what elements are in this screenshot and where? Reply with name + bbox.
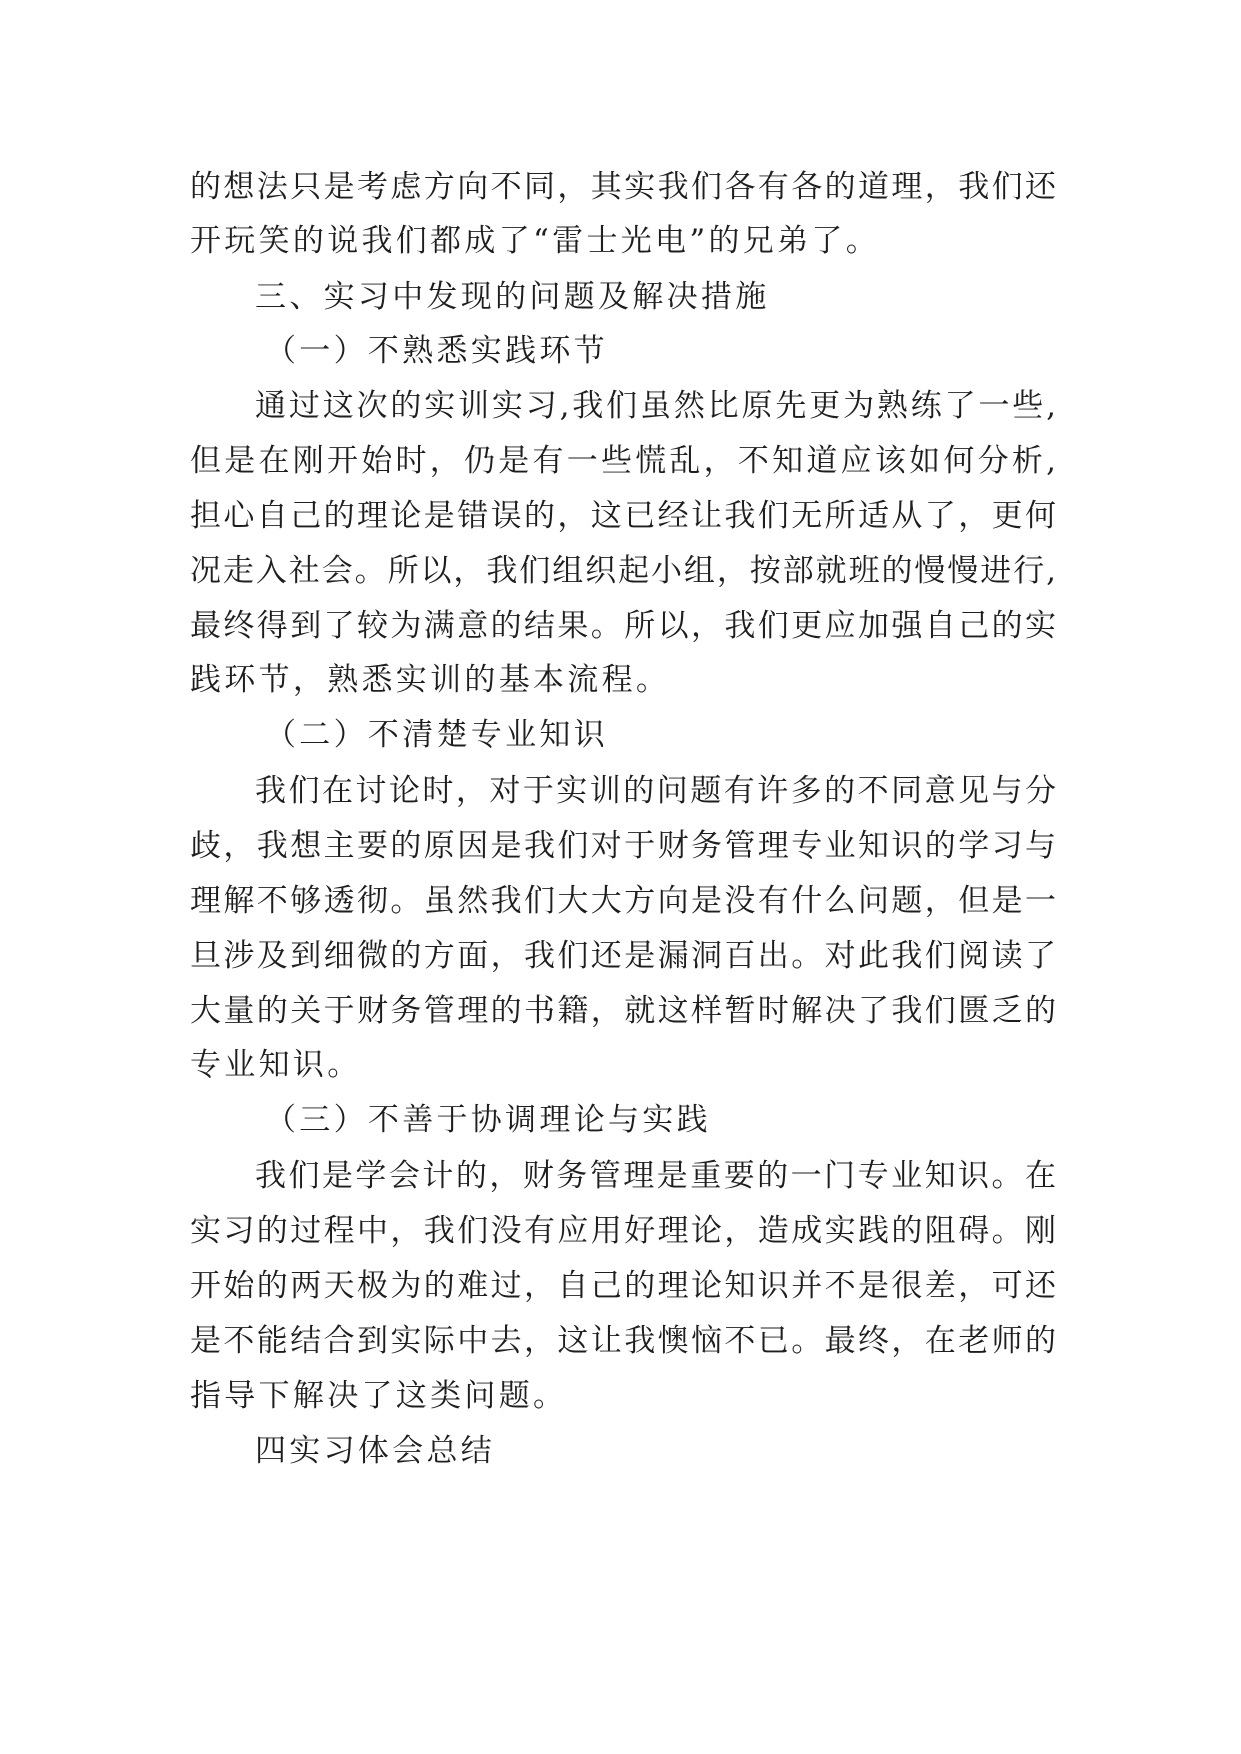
- paragraph-line: 专业知识。: [190, 1047, 362, 1083]
- subsection-heading: （一）不熟悉实践环节: [265, 333, 608, 369]
- paragraph-line: 理解不够透彻。虽然我们大大方向是没有什么问题，但是一: [190, 883, 1056, 919]
- paragraph-line: 通过这次的实训实习,我们虽然比原先更为熟练了一些,: [255, 388, 1056, 424]
- paragraph-line: 歧，我想主要的原因是我们对于财务管理专业知识的学习与: [190, 828, 1056, 864]
- subsection-heading: （三）不善于协调理论与实践: [265, 1102, 711, 1138]
- section-heading: 三、实习中发现的问题及解决措施: [255, 279, 770, 315]
- paragraph-line: 实习的过程中，我们没有应用好理论，造成实践的阻碍。刚: [190, 1213, 1056, 1249]
- paragraph-line: 开始的两天极为的难过，自己的理论知识并不是很差，可还: [190, 1268, 1056, 1304]
- paragraph-line: 的想法只是考虑方向不同，其实我们各有各的道理，我们还: [190, 169, 1056, 205]
- paragraph-line: 我们是学会计的，财务管理是重要的一门专业知识。在: [255, 1158, 1056, 1194]
- paragraph-line: 指导下解决了这类问题。: [190, 1378, 568, 1414]
- paragraph-line: 况走入社会。所以，我们组织起小组，按部就班的慢慢进行,: [190, 553, 1056, 589]
- paragraph-line: 是不能结合到实际中去，这让我懊恼不已。最终，在老师的: [190, 1323, 1056, 1359]
- paragraph-line: 我们在讨论时，对于实训的问题有许多的不同意见与分: [255, 773, 1056, 809]
- subsection-heading: （二）不清楚专业知识: [265, 717, 608, 753]
- paragraph-line: 旦涉及到细微的方面，我们还是漏洞百出。对此我们阅读了: [190, 938, 1056, 974]
- paragraph-line: 最终得到了较为满意的结果。所以，我们更应加强自己的实: [190, 608, 1056, 644]
- paragraph-line: 大量的关于财务管理的书籍，就这样暂时解决了我们匮乏的: [190, 993, 1056, 1029]
- paragraph-line: 但是在刚开始时，仍是有一些慌乱，不知道应该如何分析,: [190, 443, 1056, 479]
- paragraph-line: 担心自己的理论是错误的，这已经让我们无所适从了，更何: [190, 498, 1056, 534]
- section-heading: 四实习体会总结: [255, 1433, 496, 1469]
- paragraph-line: 践环节，熟悉实训的基本流程。: [190, 662, 671, 698]
- paragraph-line: 开玩笑的说我们都成了“雷士光电”的兄弟了。: [190, 223, 880, 259]
